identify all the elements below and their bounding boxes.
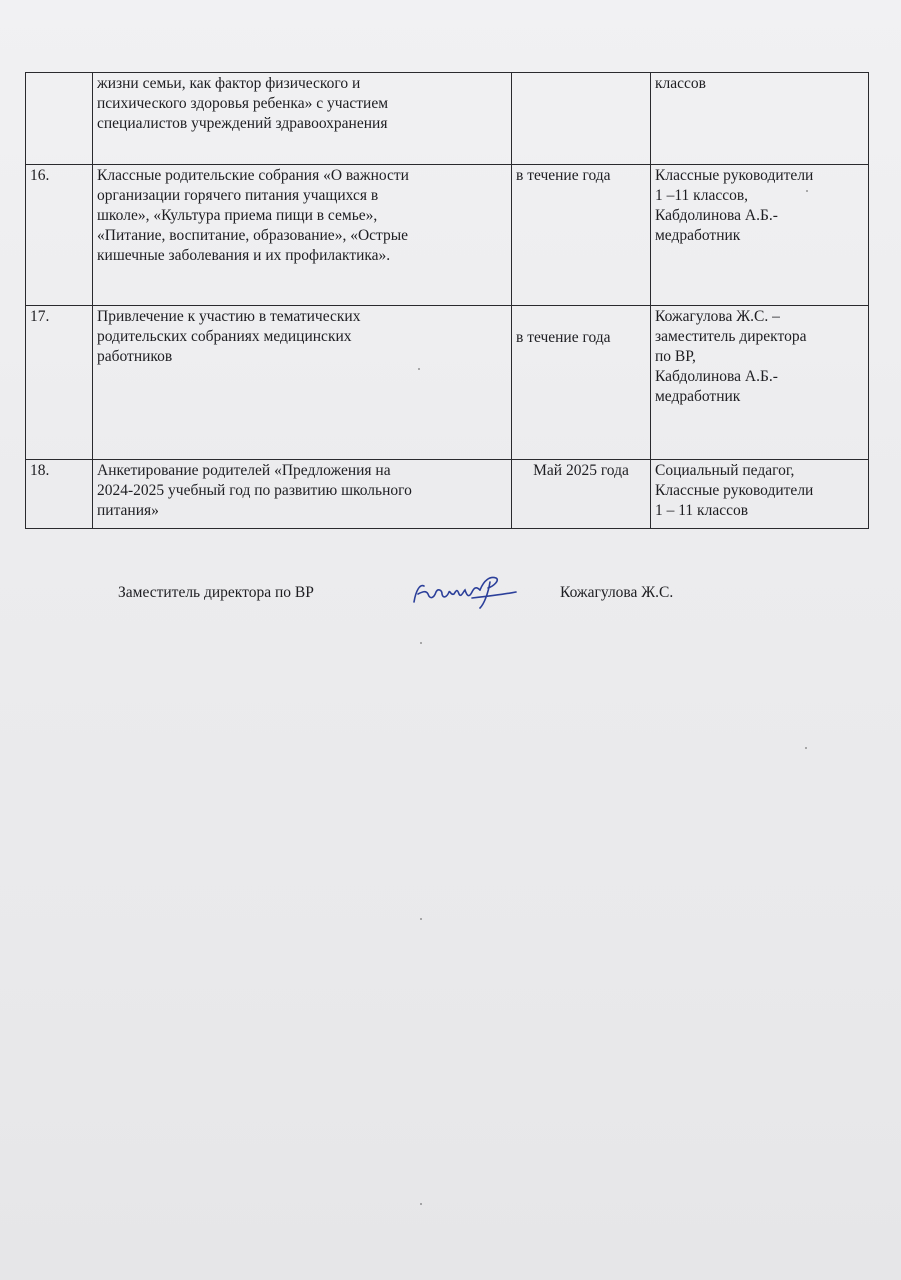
responsible-line: медработник — [655, 227, 741, 244]
paper-speck — [806, 190, 808, 192]
date-cell — [512, 73, 651, 165]
signatory-name: Кожагулова Ж.С. — [560, 584, 674, 601]
responsible-line: Социальный педагог, — [655, 462, 795, 479]
event-line: 2024-2025 учебный год по развитию школьного — [97, 482, 412, 499]
responsible-line: Классные руководители — [655, 167, 814, 184]
handwritten-signature — [410, 572, 520, 612]
responsible-cell — [651, 460, 869, 529]
paper-speck — [805, 747, 807, 749]
row-number: 18. — [26, 460, 93, 529]
event-line: школе», «Культура приема пищи в семье», — [97, 207, 378, 224]
responsible-cell — [651, 306, 869, 460]
date-cell: в течение года — [512, 306, 651, 460]
event-line: Анкетирование родителей «Предложения на — [97, 462, 391, 479]
table-row — [26, 165, 869, 306]
event-line: «Питание, воспитание, образование», «Острые — [97, 227, 409, 244]
event-line: Классные родительские собрания «О важности — [97, 167, 409, 184]
event-line: специалистов учреждений здравоохранения — [97, 115, 388, 132]
event-line: организации горячего питания учащихся в — [97, 187, 379, 204]
event-cell — [93, 460, 512, 529]
responsible-cell — [651, 165, 869, 306]
responsible-line: по ВР, — [655, 348, 696, 365]
table-row — [26, 460, 869, 529]
responsible-line: Кожагулова Ж.С. – — [655, 308, 780, 325]
event-cell — [93, 165, 512, 306]
paper-speck — [420, 918, 422, 920]
responsible-line: Классные руководители — [655, 482, 814, 499]
table-row — [26, 306, 869, 460]
signature-block — [0, 578, 901, 618]
event-cell — [93, 306, 512, 460]
event-line: кишечные заболевания и их профилактика». — [97, 247, 391, 264]
row-number — [26, 73, 93, 165]
event-line: работников — [97, 348, 173, 365]
event-line: родительских собраниях медицинских — [97, 328, 352, 345]
paper-speck — [418, 368, 420, 370]
event-cell — [93, 73, 512, 165]
event-line: психического здоровья ребенка» с участием — [97, 95, 389, 112]
responsible-line: Кабдолинова А.Б.- — [655, 368, 778, 385]
responsible-line: классов — [655, 75, 706, 92]
responsible-line: 1 –11 классов, — [655, 187, 749, 204]
responsible-cell — [651, 73, 869, 165]
responsible-line: заместитель директора — [655, 328, 807, 345]
event-line: питания» — [97, 502, 159, 519]
date-cell: Май 2025 года — [512, 460, 651, 529]
paper-speck — [420, 642, 422, 644]
event-line: Привлечение к участию в тематических — [97, 308, 361, 325]
table-row — [26, 73, 869, 165]
row-number: 16. — [26, 165, 93, 306]
responsible-line: 1 – 11 классов — [655, 502, 749, 519]
paper-speck — [420, 1203, 422, 1205]
responsible-line: Кабдолинова А.Б.- — [655, 207, 778, 224]
signatory-title: Заместитель директора по ВР — [118, 584, 314, 601]
event-line: жизни семьи, как фактор физического и — [97, 75, 361, 92]
date-cell: в течение года — [512, 165, 651, 306]
row-number: 17. — [26, 306, 93, 460]
plan-table — [25, 72, 869, 529]
responsible-line: медработник — [655, 388, 741, 405]
